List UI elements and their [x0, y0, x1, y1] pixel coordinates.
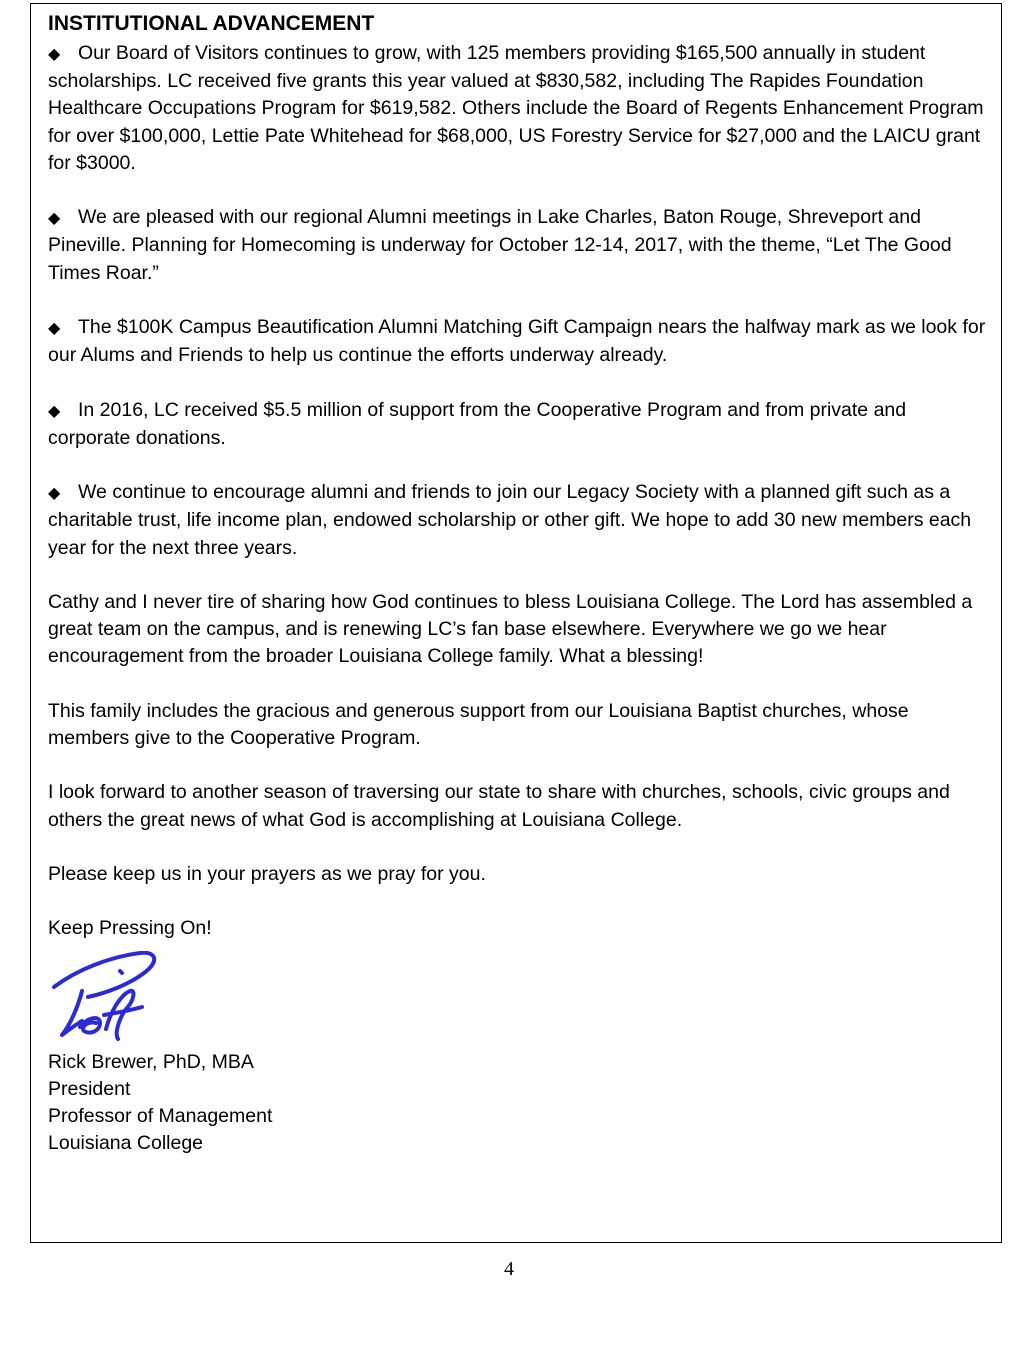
body-paragraph: Cathy and I never tire of sharing how God continues to bless Louisiana College. The Lord has assembled a great team on the campus, and is renewing LC’s fan base elsewhere. Everywhere we go we hear encouragement from the broader Louisiana College family. What a blessing! [48, 590, 973, 668]
diamond-bullet-icon: ◆ [48, 485, 61, 503]
bullet-text: The $100K Campus Beautification Alumni Matching Gift Campaign nears the halfway mark as we look for our Alums and Friends to help us continue the efforts underway already. [48, 316, 986, 367]
body-paragraph: This family includes the gracious and generous support from our Louisiana Baptist churches, whose members give to the Cooperative Program. [48, 699, 909, 749]
body-paragraph: Please keep us in your prayers as we pray for you. [48, 862, 486, 885]
section-heading: INSTITUTIONAL ADVANCEMENT [48, 12, 375, 35]
letter-body [48, 10, 993, 1157]
closing-line: Keep Pressing On! [48, 917, 212, 940]
bullet-text: In 2016, LC received $5.5 million of support from the Cooperative Program and from private and corporate donations. [48, 398, 907, 449]
diamond-bullet-icon: ◆ [48, 210, 61, 228]
bullet-text: We are pleased with our regional Alumni meetings in Lake Charles, Baton Rouge, Shreveport and Pineville. Planning for Homecoming is underway for October 12-14, 2017, with the theme, “Let The Good Times Roar.” [48, 206, 952, 284]
body-paragraph: I look forward to another season of traversing our state to share with churches, schools, civic groups and others the great news of what God is accomplishing at Louisiana College. [48, 781, 950, 831]
bullet-item [48, 40, 993, 177]
signer-title: President [48, 1077, 131, 1100]
signature-block [48, 1049, 993, 1158]
signer-institution: Louisiana College [48, 1132, 204, 1155]
signer-name: Rick Brewer, PhD, MBA [48, 1050, 254, 1073]
diamond-bullet-icon: ◆ [48, 320, 61, 337]
bullet-item [48, 204, 993, 287]
diamond-bullet-icon: ◆ [48, 46, 61, 63]
page-number: 4 [504, 1258, 514, 1280]
bullet-item [48, 314, 993, 369]
signer-title: Professor of Management [48, 1104, 273, 1127]
bullet-item [48, 479, 993, 562]
bullet-text: Our Board of Visitors continues to grow, with 125 members providing $165,500 annually in student scholarships. LC received five grants this year valued at $830,582, including The Rapides Foundation Healthcare Occupations Program for $619,582. Others include the Board of Regents Enhancement Program for over $100,000, Lettie Pate Whitehead for $68,000, US Forestry Service for $27,000 and the LAICU grant for $3000. [48, 42, 984, 174]
bullet-text: We continue to encourage alumni and friends to join our Legacy Society with a planned gift such as a charitable trust, life income plan, endowed scholarship or other gift. We hope to add 30 new members each year for the next three years. [48, 481, 972, 559]
handwritten-signature [48, 951, 168, 1051]
bullet-item [48, 397, 993, 452]
diamond-bullet-icon: ◆ [48, 402, 61, 420]
